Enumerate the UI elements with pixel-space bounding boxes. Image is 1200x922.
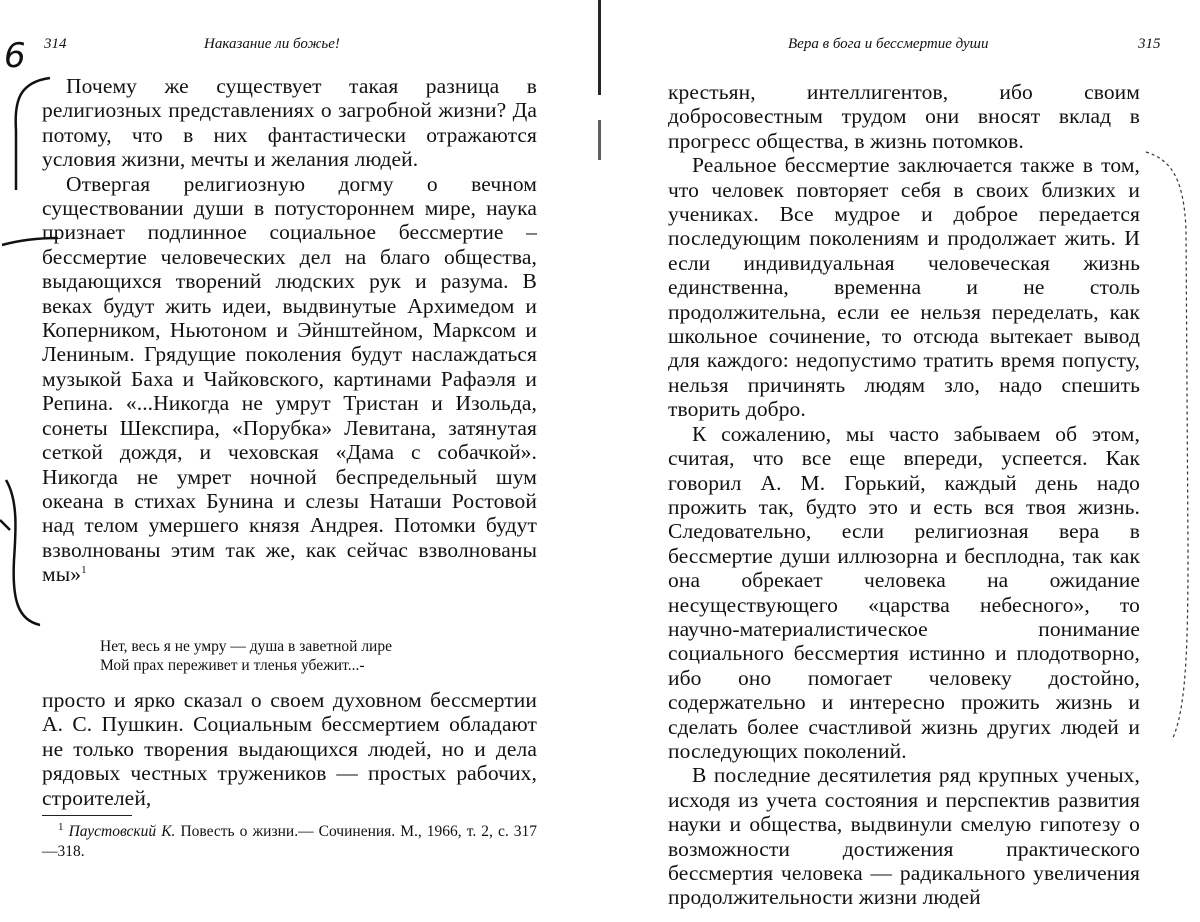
footnote-marker: 1 (81, 563, 87, 576)
left-body (42, 74, 537, 587)
footnote-number: 1 (58, 820, 64, 833)
right-page (602, 0, 1200, 922)
right-body (668, 80, 1140, 910)
footnote-rule (42, 815, 132, 816)
book-gutter (598, 0, 601, 922)
handwritten-margin-bracket (1142, 150, 1200, 750)
footnote (42, 822, 537, 862)
verse-line: Мой прах переживет и тленья убежит...- (100, 657, 365, 674)
left-continuation (42, 688, 537, 810)
paragraph: Отвергая религиозную догму о вечном существовании души в потустороннем мире, наука признает подлинное социальное бессмертие – бессмертие человеческих дел на благо общества, выдающихся творений людских рук и разума. В веках будут жить идеи, выдвинутые Архимедом и Коперником, Ньютоном и Эйнштейном, Марксом и Лениным. Грядущие поколения будут наслаждаться музыкой Баха и Чайковского, картинами Рафаэля и Репина. «...Никогда не умрут Тристан и Изольда, сонеты Шекспира, «Порубка» Левитана, затянутая сеткой дождя, и чеховская «Дама с собачкой». Никогда не умрет ночной беспредельный шум океана в стихах Бунина и слезы Наташи Ростовой над телом умершего князя Андрея. Потомки будут взволнованы этим так же, как сейчас взволнованы мы»$^1$ (42, 171, 537, 587)
running-head-right: Вера в бога и бессмертие души (788, 36, 989, 52)
paragraph: В последние десятилетия ряд крупных ученых, исходя из учета состояния и перспектив развития науки и общества, выдвинули смелую гипотезу о возможности достижения практического бессмертия человека — радикального увеличения продолжительности жизни людей (668, 763, 1140, 910)
footnote-author: Паустовский К. (68, 823, 176, 840)
paragraph: просто и ярко сказал о своем духовном бессмертии А. С. Пушкин. Социальным бессмертием обладают не только творения выдающихся людей, но и дела рядовых честных тружеников — простых рабочих, строителей, (42, 688, 537, 810)
footnote-text: Повесть о жизни.— Сочинения. М., 1966, т. 2, с. 317—318. (42, 823, 538, 860)
handwritten-mark: 6 (4, 36, 26, 76)
paragraph: Почему же существует такая разница в религиозных представлениях о загробной жизни? Да потому, что в них фантастически отражаются условия жизни, мечты и желания людей. (42, 74, 537, 172)
running-head-left: Наказание ли божье! (204, 36, 340, 52)
page-number-left: 314 (44, 36, 67, 52)
left-page (0, 0, 598, 922)
paragraph: К сожалению, мы часто забываем об этом, считая, что все еще впереди, успеется. Как говорил А. М. Горький, каждый день надо прожить так, будто это и есть вся твоя жизнь. Следовательно, если религиозная вера в бессмертие души иллюзорна и бесплодна, так как она обрекает человека на ожидание несуществующего «царства небесного», то научно-материалистическое понимание социального бессмертия истинно и плодотворно, ибо оно помогает человеку достойно, содержательно и интересно прожить жизнь и сделать более счастливой жизнь других людей и последующих поколений. (668, 421, 1140, 763)
verse-quote (100, 637, 392, 675)
page-number-right: 315 (1138, 36, 1161, 52)
paragraph: Реальное бессмертие заключается также в том, что человек повторяет себя в своих близких и учениках. Все мудрое и доброе передается последующим поколениям и продолжает жить. И если индивидуальная человеческая жизнь единственна, временна и не столь продолжительна, если ее нельзя переделать, как школьное сочинение, то отсюда вытекает вывод для каждого: недопустимо тратить время попусту, нельзя причинять людям зло, надо спешить творить добро. (668, 153, 1140, 422)
paragraph: крестьян, интеллигентов, ибо своим добросовестным трудом они вносят вклад в прогресс общества, в жизнь потомков. (668, 80, 1140, 153)
verse-line: Нет, весь я не умру — душа в заветной лире (100, 638, 392, 655)
